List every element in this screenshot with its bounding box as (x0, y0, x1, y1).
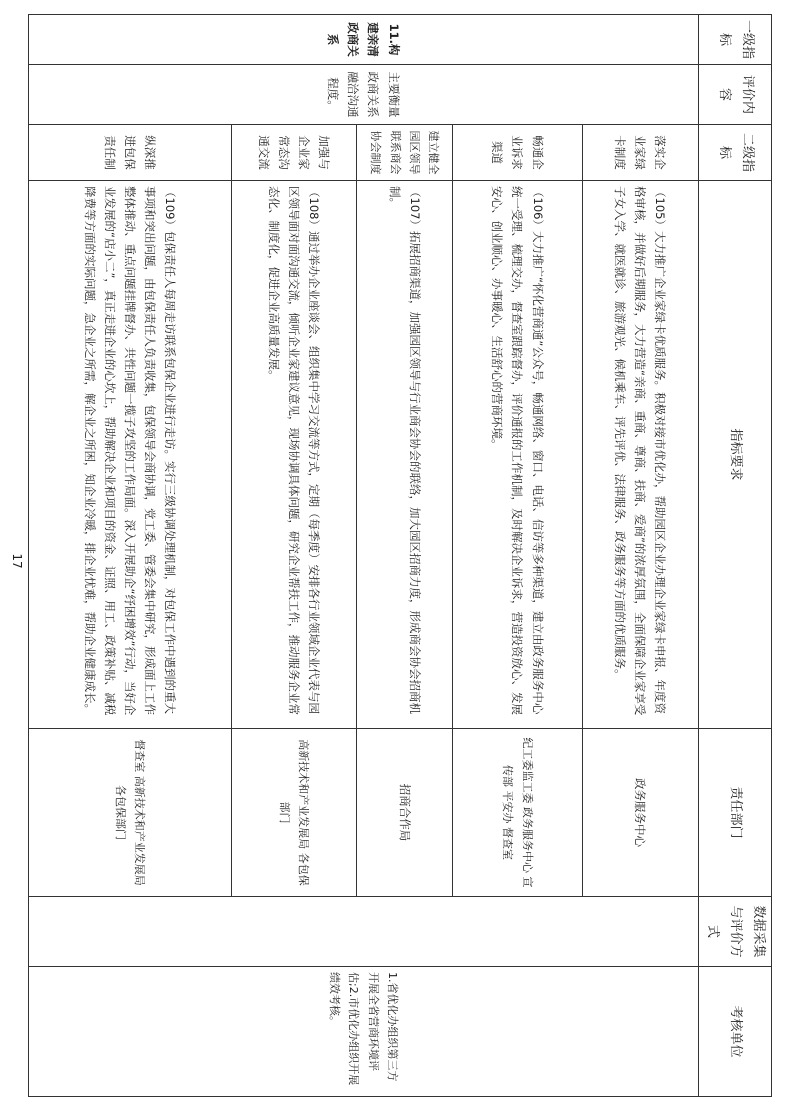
header-level1: 一级指标 (698, 15, 771, 65)
requirement-cell: （107）拓展招商渠道，加强园区领导与行业商会协会的联络，加大园区招商力度，形成商会协会招商机制。 (357, 181, 453, 729)
table-row (582, 15, 698, 1097)
requirement-cell: （108）通过举办企业座谈会、组织集中学习交流等方式，定期（每季度）安排各行业领域企业代表与园区领导面对面沟通交流，倾听企业家建议意见，现场协调具体问题，研究企业帮扶工作，推动服务企业常态化、制度化，促进企业高质量发展。 (232, 181, 357, 729)
page-number: 17 (10, 553, 24, 569)
requirement-cell: （105）大力推广企业家绿卡优质服务。积极对接市优化办，帮助园区企业办理企业家绿卡申报、年度资格审核，并做好后期服务，大力营造“亲商、重商、尊商、扶商、爱商”的浓厚氛围，全面保障企业家享受子女入学、就医就诊、旅游观光、候机乘车、评先评优、法律服务、政务服务等方面的优质服务。 (582, 181, 698, 729)
table-header-row (698, 15, 771, 1097)
department-cell: 纪工委监工委 政务服务中心 宣传部 平安办 督查室 (453, 729, 582, 897)
department-cell: 政务服务中心 (582, 729, 698, 897)
header-departments: 责任部门 (698, 729, 771, 897)
level1-indicator-cell: 11.构建亲清政商关系 (29, 15, 699, 65)
department-cell: 督查室 高新技术和产业发展局 各包保部门 (29, 729, 232, 897)
level2-cell: 畅通企业诉求渠道 (453, 125, 582, 181)
level2-cell: 加强与企业家常态沟通交流 (232, 125, 357, 181)
data-method-cell (29, 897, 699, 967)
header-requirements: 指标要求 (698, 181, 771, 729)
level2-cell: 建立健全园区领导联系商会协会制度 (357, 125, 453, 181)
requirement-cell: （109）包保责任人每周走访联系包保企业进行走访。实行三级协调处理机制，对包保工作中遇到的重大事项和突出问题，由包保责任人负责收集，包保领导会商协调，党工委、管委会集中研究，形成面上工作整体推动、重点问题挂牌督办、共性问题一揽子攻坚的工作局面。深入开展助企“纾困增效”行动，当好企业发展的“店小二”，真正走进企业的心坎上，帮助解决企业和项目的资金、证照、用工、政策补贴、减税降费等方面的实际问题，急企业之所需，解企业之所困，知企业冷暖，排企业忧难，帮助企业健康成长。 (29, 181, 232, 729)
level2-cell: 纵深推进包保责任制 (29, 125, 232, 181)
header-data-method: 数据采集与评价方式 (698, 897, 771, 967)
header-level2: 二级指标 (698, 125, 771, 181)
header-eval-content: 评价内容 (698, 65, 771, 125)
assessment-units-cell: 1.省优化办组织第三方开展全省营商环境评估;2.市优化办组织开展绩效考核。 (29, 967, 699, 1097)
level2-cell: 落实企业家绿卡制度 (582, 125, 698, 181)
requirement-cell: （106）大力推广“怀化营商通”公众号，畅通网络、窗口、电话、信访等多种渠道，建立由政务服务中心统一受理、梳理交办，督查室跟踪督办，评价通报的工作机制，及时解决企业诉求，营造投资放心、发展安心、创业顺心、办事暖心、生活舒心的营商环境。 (453, 181, 582, 729)
department-cell: 高新技术和产业发展局 各包保部门 (232, 729, 357, 897)
header-assess-units: 考核单位 (698, 967, 771, 1097)
department-cell: 招商合作局 (357, 729, 453, 897)
indicator-table (28, 14, 772, 1097)
evaluation-content-cell: 主要衡量政商关系融洽沟通程度。 (29, 65, 699, 125)
